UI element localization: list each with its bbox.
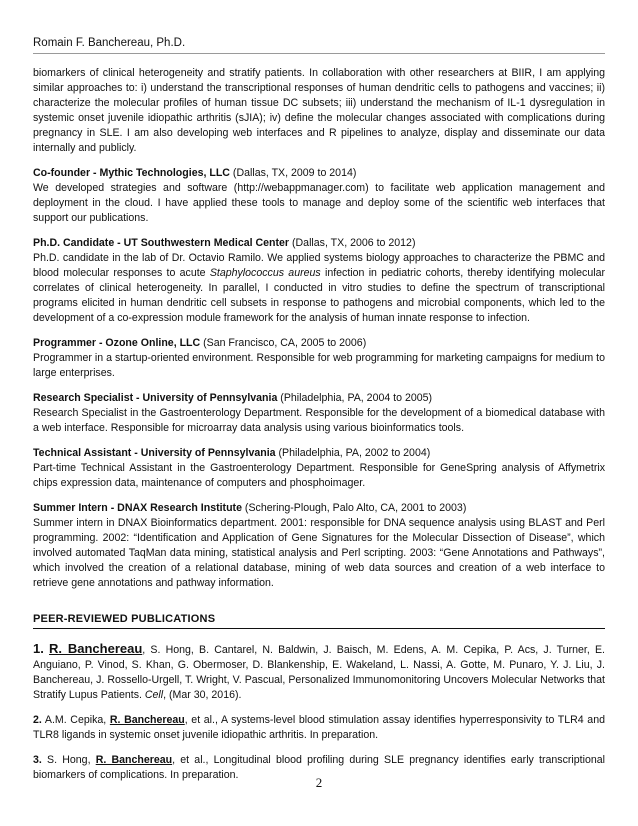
entry-meta: (San Francisco, CA, 2005 to 2006): [200, 337, 367, 349]
publication-number: 3.: [33, 754, 42, 766]
entry-description: We developed strategies and software (http://webappmanager.com) to facilitate web application management and deployment in the cloud. I have applied these tools to manage and deploy some of the scientific web interfaces that support our publications.: [33, 182, 605, 224]
entry-description-part: infection in pediatric cohorts, thereby identifying molecular correlates of clinical heterogeneity. In parallel, I conducted in vitro studies to define the spectrum of transcriptional programs elicited in human dendritic cell subsets in response to pathogens and microbial components, which led to the development of a co-expression module framework for the analysis of human innate response to infection.: [33, 267, 605, 324]
entry-title: Programmer - Ozone Online, LLC: [33, 337, 201, 349]
publication-coauthor: S. Hong,: [41, 754, 96, 766]
entry-meta: (Dallas, TX, 2006 to 2012): [289, 237, 416, 249]
entry-title: Research Specialist - University of Pennsylvania: [33, 392, 278, 404]
experience-entry: [33, 336, 605, 381]
header-author: Romain F. Banchereau, Ph.D.: [33, 37, 186, 49]
publication-coauthor: A.M. Cepika,: [41, 714, 110, 726]
experience-entry: [33, 166, 605, 226]
entry-title: Ph.D. Candidate - UT Southwestern Medical Center: [33, 237, 290, 249]
publication-citation: , et al., A systems-level blood stimulation assay identifies hyperresponsivity to TLR4 and TLR8 ligands in systemic onset juvenile idiopathic arthritis. In preparation.: [33, 714, 605, 741]
entry-meta: (Schering-Plough, Palo Alto, CA, 2001 to 2003): [241, 502, 467, 514]
experience-entry: [33, 446, 605, 491]
experience-entry: [33, 236, 605, 326]
entry-description-part: Ph.D. candidate in the lab of Dr. Octavio Ramilo. We applied systems biology approaches to characterize the PBMC and blood molecular responses to acute: [33, 252, 605, 279]
publication-number: 1.: [33, 641, 44, 656]
entry-meta: (Philadelphia, PA, 2002 to 2004): [275, 447, 431, 459]
publication-author-highlight: R. Banchereau: [95, 754, 173, 766]
publication-date: , (Mar 30, 2016).: [163, 689, 242, 701]
publication-author-highlight: R. Banchereau: [109, 714, 185, 726]
page-header: [33, 37, 605, 54]
publication-citation: , S. Hong, B. Cantarel, N. Baldwin, J. Baisch, M. Edens, A. M. Cepika, P. Acs, J. Turner, E. Anguiano, P. Vinod, S. Khan, G. Obermoser, D. Blankenship, E. Wakeland, L. Nassi, A. Gotte, M. Punaro, Y. J. Liu, J. Banchereau, J. Rossello-Urgell, T. Wright, V. Pascual, Personalized Immunomonitoring Uncovers Molecular Networks that Stratify Lupus Patients.: [33, 644, 605, 701]
entry-description: Programmer in a startup-oriented environment. Responsible for web programming for marketing campaigns for medium to large enterprises.: [33, 352, 605, 379]
publications-heading: PEER-REVIEWED PUBLICATIONS: [33, 612, 605, 629]
entry-description: Summer intern in DNAX Bioinformatics department. 2001: responsible for DNA sequence analysis using BLAST and Perl programming. 2002: “Identification and Application of Gene Signatures for the Molecular Dissection of Disease”, which involved automated TaqMan data mining, statistical analysis and Perl scripting. 2003: “Gene Annotations and Pathways”, which involved the creation of a relational database, mining of web data sources and creation of a web interface to retrieve gene annotations and pathway information.: [33, 517, 605, 589]
entry-title: Summer Intern - DNAX Research Institute: [33, 502, 242, 514]
entry-description: [33, 252, 605, 324]
entry-title: Technical Assistant - University of Pennsylvania: [33, 447, 276, 459]
publication-journal: Cell: [144, 689, 164, 701]
publication-item: [33, 713, 605, 743]
document-body: [33, 66, 605, 793]
publication-citation: , et al., Longitudinal blood profiling during SLE pregnancy identifies early transcriptional biomarkers of complications. In preparation.: [33, 754, 605, 781]
entry-meta: (Philadelphia, PA, 2004 to 2005): [277, 392, 433, 404]
organism-name: Staphylococcus aureus: [209, 267, 321, 279]
entry-title: Co-founder - Mythic Technologies, LLC: [33, 167, 230, 179]
intro-paragraph: biomarkers of clinical heterogeneity and stratify patients. In collaboration with other researchers at BIIR, I am applying similar approaches to: i) understand the transcriptional responses of human dendritic cells to pathogens and vaccines; ii) characterize the molecular profiles of human tissue DC subsets; iii) understand the mechanism of IL-1 dysregulation in systemic onset juvenile idiopathic arthritis (sJIA); iv) define the molecular changes associated with complications during pregnancy in SLE. I am also developing web interfaces and R pipelines to analyze, display and disseminate our data internally and publicly.: [33, 67, 605, 154]
page-number: 2: [315, 775, 323, 790]
publication-author-highlight: R. Banchereau: [49, 641, 143, 656]
publication-item: [33, 641, 605, 703]
experience-entry: [33, 391, 605, 436]
entry-meta: (Dallas, TX, 2009 to 2014): [229, 167, 357, 179]
experience-entry: [33, 501, 605, 591]
entry-description: Part-time Technical Assistant in the Gastroenterology Department. Responsible for GeneSpring analysis of Affymetrix chips expression data, maintenance of computers and phosphoimager.: [33, 462, 605, 489]
publication-number: 2.: [33, 714, 42, 726]
entry-description: Research Specialist in the Gastroenterology Department. Responsible for the development of a biomedical database with a web interface. Responsible for microarray data analysis using various bioinformatics tools.: [33, 407, 605, 434]
